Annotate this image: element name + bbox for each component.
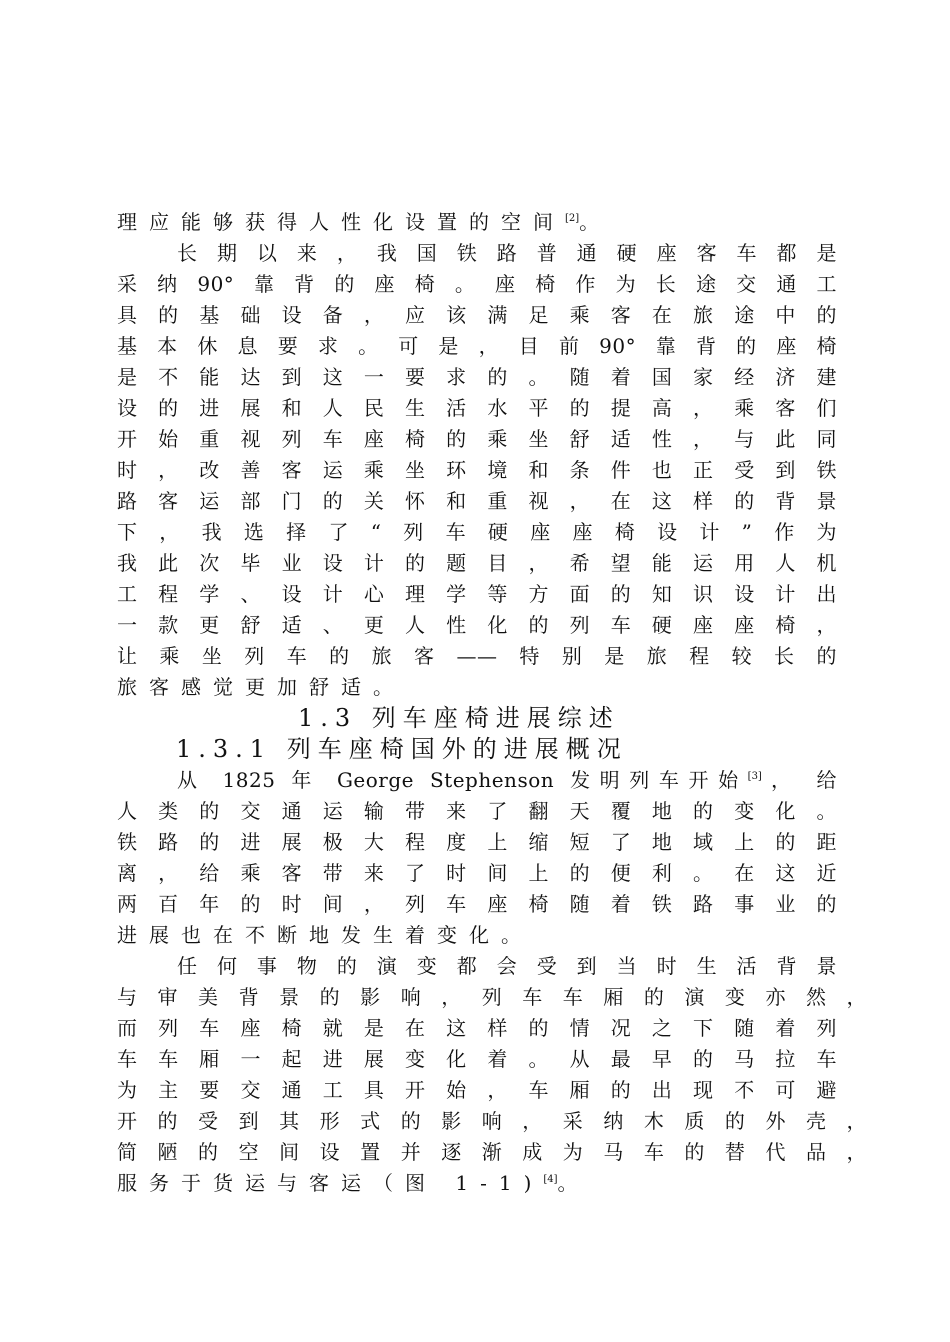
text-line: 离，给乘客带来了时间上的便利。在这近 — [117, 861, 837, 885]
text-line: 一款更舒适、更人性化的列车硬座座椅， — [117, 613, 837, 637]
text-line: 开始重视列车座椅的乘坐舒适性，与此同 — [117, 427, 837, 451]
text-line: 车车厢一起进展变化着。从最早的马拉车 — [117, 1047, 837, 1071]
citation-ref: [2] — [565, 213, 580, 224]
section-heading: 1.3 列车座椅进展综述 — [298, 704, 620, 732]
text-span: ， 给 — [761, 768, 837, 792]
text-span: 理应能够获得人性化设置的空间 — [117, 210, 565, 234]
text-line: 是不能达到这一要求的。随着国家经济建 — [117, 365, 837, 389]
text-line: 下，我选择了“列车硬座座椅设计”作为 — [117, 520, 837, 544]
text-line: 工程学、设计心理学等方面的知识设计出 — [117, 582, 837, 606]
text-line: 两百年的时间，列车座椅随着铁路事业的 — [117, 892, 837, 916]
text-line: 旅客感觉更加舒适。 — [117, 675, 405, 699]
text-line: 采纳90°靠背的座椅。座椅作为长途交通工 — [117, 272, 837, 296]
text-line: 我此次毕业设计的题目，希望能运用人机 — [117, 551, 837, 575]
text-line: 铁路的进展极大程度上缩短了地域上的距 — [117, 830, 837, 854]
text-line: 具的基础设备，应该满足乘客在旅途中的 — [117, 303, 837, 327]
text-line: 让乘坐列车的旅客——特别是旅程较长的 — [117, 644, 837, 668]
text-line: 基本休息要求。可是，目前90°靠背的座椅 — [117, 334, 837, 358]
text-line — [117, 208, 837, 236]
text-line: 长期以来，我国铁路普通硬座客车都是 — [177, 241, 837, 265]
text-span: 。 — [579, 210, 612, 234]
text-line — [177, 766, 837, 794]
text-line: 路客运部门的关怀和重视，在这样的背景 — [117, 489, 837, 513]
text-line: 人类的交通运输带来了翻天覆地的变化。 — [117, 799, 837, 823]
text-line: 任何事物的演变都会受到当时生活背景 — [177, 954, 837, 978]
text-span: 从 1825 年 George Stephenson 发明列车开始 — [177, 768, 748, 792]
text-line: 简陋的空间设置并逐渐成为马车的替代品， — [117, 1140, 867, 1164]
citation-ref: [4] — [543, 1174, 558, 1185]
subsection-heading: 1.3.1 列车座椅国外的进展概况 — [176, 735, 628, 763]
text-line: 进展也在不断地发生着变化。 — [117, 923, 533, 947]
text-line: 时，改善客运乘坐环境和条件也正受到铁 — [117, 458, 837, 482]
text-line: 为主要交通工具开始，车厢的出现不可避 — [117, 1078, 837, 1102]
citation-ref: [3] — [747, 771, 762, 782]
text-line — [117, 1169, 837, 1197]
text-span: 服务于货运与客运（图 1-1) — [117, 1171, 544, 1195]
text-span: 。 — [557, 1171, 590, 1195]
text-line: 开的受到其形式的影响，采纳木质的外壳， — [117, 1109, 867, 1133]
text-line: 与审美背景的影响，列车车厢的演变亦然， — [117, 985, 867, 1009]
text-line: 设的进展和人民生活水平的提高，乘客们 — [117, 396, 837, 420]
text-line: 而列车座椅就是在这样的情况之下随着列 — [117, 1016, 837, 1040]
